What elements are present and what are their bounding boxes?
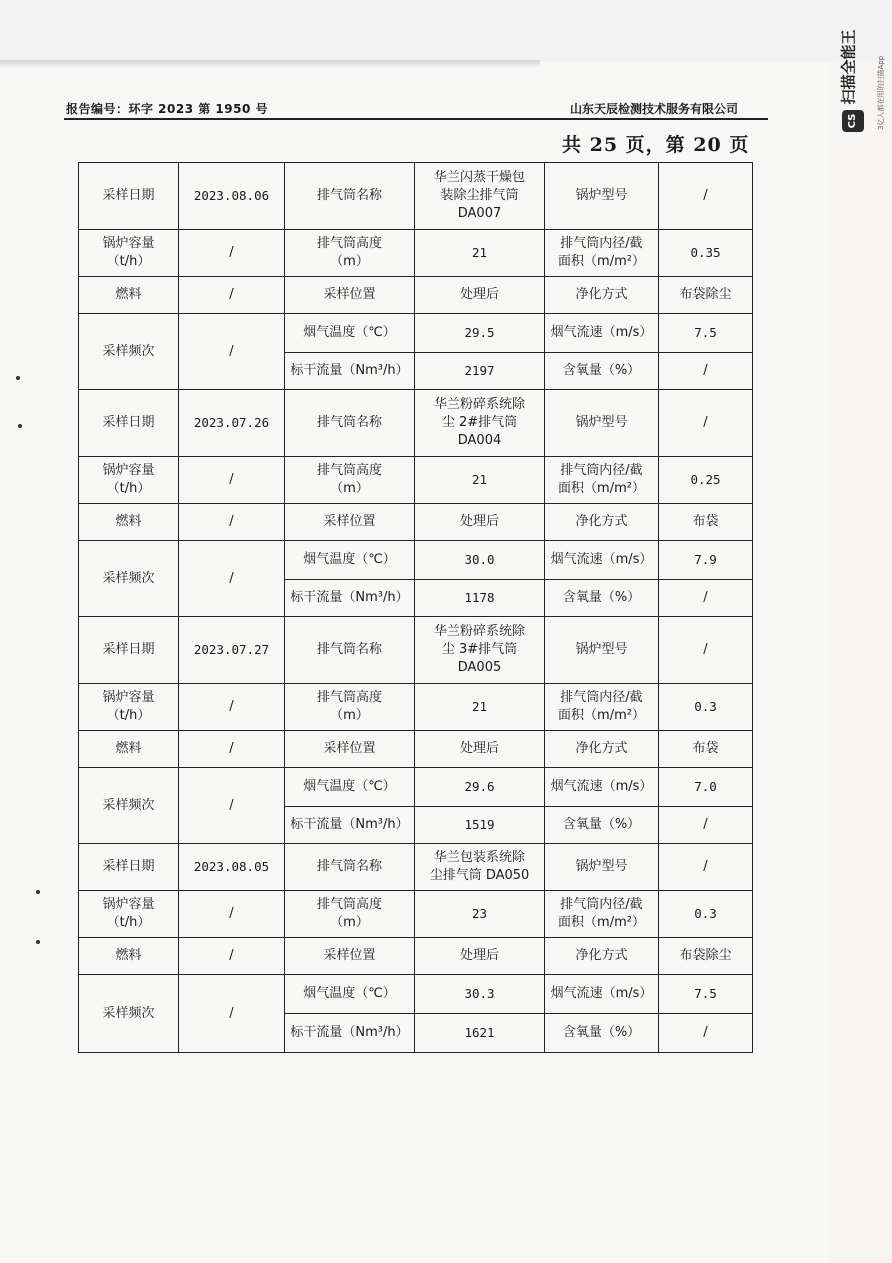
stack-height-value: 21: [415, 230, 545, 277]
sample-date-value: 2023.07.27: [179, 617, 285, 684]
oxygen-label: 含氧量（%）: [545, 1014, 659, 1053]
stack-name-label: 排气筒名称: [285, 844, 415, 891]
flue-velocity-value: 7.5: [659, 975, 753, 1014]
stack-name-value: 华兰闪蒸干燥包 装除尘排气筒 DA007: [415, 163, 545, 230]
boiler-model-value: /: [659, 617, 753, 684]
report-number: 报告编号：环字 2023 第 1950 号: [66, 102, 269, 116]
boiler-model-label: 锅炉型号: [545, 163, 659, 230]
fuel-label: 燃料: [79, 938, 179, 975]
sample-freq-value: /: [179, 541, 285, 617]
fuel-value: /: [179, 277, 285, 314]
flue-velocity-label: 烟气流速（m/s）: [545, 975, 659, 1014]
stack-diameter-label: 排气筒内径/截 面积（m/m²）: [545, 230, 659, 277]
flue-temp-label: 烟气温度（℃）: [285, 768, 415, 807]
stack-diameter-value: 0.25: [659, 457, 753, 504]
table-row: [79, 390, 753, 457]
stack-height-value: 21: [415, 457, 545, 504]
purification-label: 净化方式: [545, 938, 659, 975]
scan-speck: [36, 940, 40, 944]
table-row: [79, 891, 753, 938]
sample-location-label: 采样位置: [285, 731, 415, 768]
table-row: [79, 617, 753, 684]
camscanner-logo-icon: CS: [842, 110, 864, 132]
table-row: [79, 504, 753, 541]
sample-freq-label: 采样频次: [79, 314, 179, 390]
boiler-capacity-value: /: [179, 684, 285, 731]
boiler-model-value: /: [659, 163, 753, 230]
sample-location-label: 采样位置: [285, 938, 415, 975]
sample-location-value: 处理后: [415, 277, 545, 314]
fuel-value: /: [179, 504, 285, 541]
stack-diameter-value: 0.3: [659, 891, 753, 938]
sample-date-label: 采样日期: [79, 390, 179, 457]
flue-temp-label: 烟气温度（℃）: [285, 541, 415, 580]
boiler-model-label: 锅炉型号: [545, 844, 659, 891]
flue-velocity-label: 烟气流速（m/s）: [545, 314, 659, 353]
dry-flow-value: 1519: [415, 807, 545, 844]
boiler-capacity-label: 锅炉容量 （t/h）: [79, 230, 179, 277]
header-divider: [64, 118, 768, 120]
dry-flow-value: 1621: [415, 1014, 545, 1053]
table-row: [79, 844, 753, 891]
boiler-model-label: 锅炉型号: [545, 617, 659, 684]
flue-temp-value: 30.0: [415, 541, 545, 580]
boiler-capacity-label: 锅炉容量 （t/h）: [79, 891, 179, 938]
oxygen-value: /: [659, 807, 753, 844]
purification-value: 布袋除尘: [659, 938, 753, 975]
oxygen-value: /: [659, 1014, 753, 1053]
sample-date-value: 2023.08.06: [179, 163, 285, 230]
purification-label: 净化方式: [545, 504, 659, 541]
watermark-subtitle: 3亿人都在用的扫描App: [877, 55, 885, 130]
sample-location-value: 处理后: [415, 504, 545, 541]
flue-temp-label: 烟气温度（℃）: [285, 975, 415, 1014]
sample-date-label: 采样日期: [79, 844, 179, 891]
table-row: [79, 163, 753, 230]
purification-label: 净化方式: [545, 277, 659, 314]
sample-date-value: 2023.08.05: [179, 844, 285, 891]
boiler-model-value: /: [659, 390, 753, 457]
flue-velocity-value: 7.0: [659, 768, 753, 807]
scan-top-band: [0, 0, 892, 62]
sample-freq-label: 采样频次: [79, 975, 179, 1053]
dry-flow-value: 2197: [415, 353, 545, 390]
table-row: [79, 938, 753, 975]
oxygen-value: /: [659, 353, 753, 390]
sample-date-value: 2023.07.26: [179, 390, 285, 457]
flue-temp-value: 30.3: [415, 975, 545, 1014]
stack-height-label: 排气筒高度 （m）: [285, 457, 415, 504]
stack-diameter-value: 0.35: [659, 230, 753, 277]
stack-height-value: 23: [415, 891, 545, 938]
stack-height-label: 排气筒高度 （m）: [285, 891, 415, 938]
scan-speck: [16, 376, 20, 380]
flue-velocity-value: 7.5: [659, 314, 753, 353]
fuel-label: 燃料: [79, 277, 179, 314]
stack-diameter-label: 排气筒内径/截 面积（m/m²）: [545, 684, 659, 731]
sample-location-value: 处理后: [415, 731, 545, 768]
fuel-label: 燃料: [79, 731, 179, 768]
page-count: 共 25 页，第 20 页: [562, 134, 750, 156]
dry-flow-label: 标干流量（Nm³/h）: [285, 353, 415, 390]
stack-name-label: 排气筒名称: [285, 163, 415, 230]
dry-flow-label: 标干流量（Nm³/h）: [285, 1014, 415, 1053]
sample-location-label: 采样位置: [285, 277, 415, 314]
sample-location-value: 处理后: [415, 938, 545, 975]
stack-diameter-label: 排气筒内径/截 面积（m/m²）: [545, 891, 659, 938]
sample-freq-label: 采样频次: [79, 768, 179, 844]
table-row: [79, 731, 753, 768]
sample-freq-value: /: [179, 768, 285, 844]
fuel-value: /: [179, 938, 285, 975]
dry-flow-value: 1178: [415, 580, 545, 617]
stack-height-value: 21: [415, 684, 545, 731]
table-row: [79, 975, 753, 1014]
flue-velocity-value: 7.9: [659, 541, 753, 580]
boiler-capacity-value: /: [179, 230, 285, 277]
stack-name-value: 华兰粉碎系统除 尘 2#排气筒 DA004: [415, 390, 545, 457]
purification-value: 布袋: [659, 731, 753, 768]
table-row: [79, 684, 753, 731]
scan-speck: [18, 424, 22, 428]
dry-flow-label: 标干流量（Nm³/h）: [285, 580, 415, 617]
purification-label: 净化方式: [545, 731, 659, 768]
purification-value: 布袋除尘: [659, 277, 753, 314]
table-row: [79, 768, 753, 807]
table-row: [79, 457, 753, 504]
sample-date-label: 采样日期: [79, 617, 179, 684]
sample-freq-value: /: [179, 314, 285, 390]
flue-temp-label: 烟气温度（℃）: [285, 314, 415, 353]
stack-diameter-label: 排气筒内径/截 面积（m/m²）: [545, 457, 659, 504]
boiler-model-value: /: [659, 844, 753, 891]
stack-diameter-value: 0.3: [659, 684, 753, 731]
fuel-value: /: [179, 731, 285, 768]
sample-date-label: 采样日期: [79, 163, 179, 230]
watermark-title: 扫描全能王: [839, 29, 858, 105]
sample-freq-label: 采样频次: [79, 541, 179, 617]
table-row: [79, 230, 753, 277]
boiler-capacity-label: 锅炉容量 （t/h）: [79, 457, 179, 504]
sampling-table: [78, 162, 753, 1053]
stack-name-label: 排气筒名称: [285, 617, 415, 684]
stack-name-value: 华兰包装系统除 尘排气筒 DA050: [415, 844, 545, 891]
boiler-model-label: 锅炉型号: [545, 390, 659, 457]
sample-location-label: 采样位置: [285, 504, 415, 541]
scan-speck: [36, 890, 40, 894]
purification-value: 布袋: [659, 504, 753, 541]
fuel-label: 燃料: [79, 504, 179, 541]
company-name: 山东天辰检测技术服务有限公司: [570, 102, 739, 116]
flue-velocity-label: 烟气流速（m/s）: [545, 541, 659, 580]
scan-shadow: [0, 60, 540, 68]
boiler-capacity-value: /: [179, 891, 285, 938]
table-row: [79, 541, 753, 580]
scanner-watermark: [836, 12, 886, 142]
boiler-capacity-label: 锅炉容量 （t/h）: [79, 684, 179, 731]
oxygen-value: /: [659, 580, 753, 617]
boiler-capacity-value: /: [179, 457, 285, 504]
stack-height-label: 排气筒高度 （m）: [285, 684, 415, 731]
oxygen-label: 含氧量（%）: [545, 580, 659, 617]
dry-flow-label: 标干流量（Nm³/h）: [285, 807, 415, 844]
table-row: [79, 314, 753, 353]
oxygen-label: 含氧量（%）: [545, 353, 659, 390]
flue-velocity-label: 烟气流速（m/s）: [545, 768, 659, 807]
stack-name-label: 排气筒名称: [285, 390, 415, 457]
flue-temp-value: 29.6: [415, 768, 545, 807]
stack-name-value: 华兰粉碎系统除 尘 3#排气筒 DA005: [415, 617, 545, 684]
flue-temp-value: 29.5: [415, 314, 545, 353]
sample-freq-value: /: [179, 975, 285, 1053]
oxygen-label: 含氧量（%）: [545, 807, 659, 844]
stack-height-label: 排气筒高度 （m）: [285, 230, 415, 277]
table-row: [79, 277, 753, 314]
